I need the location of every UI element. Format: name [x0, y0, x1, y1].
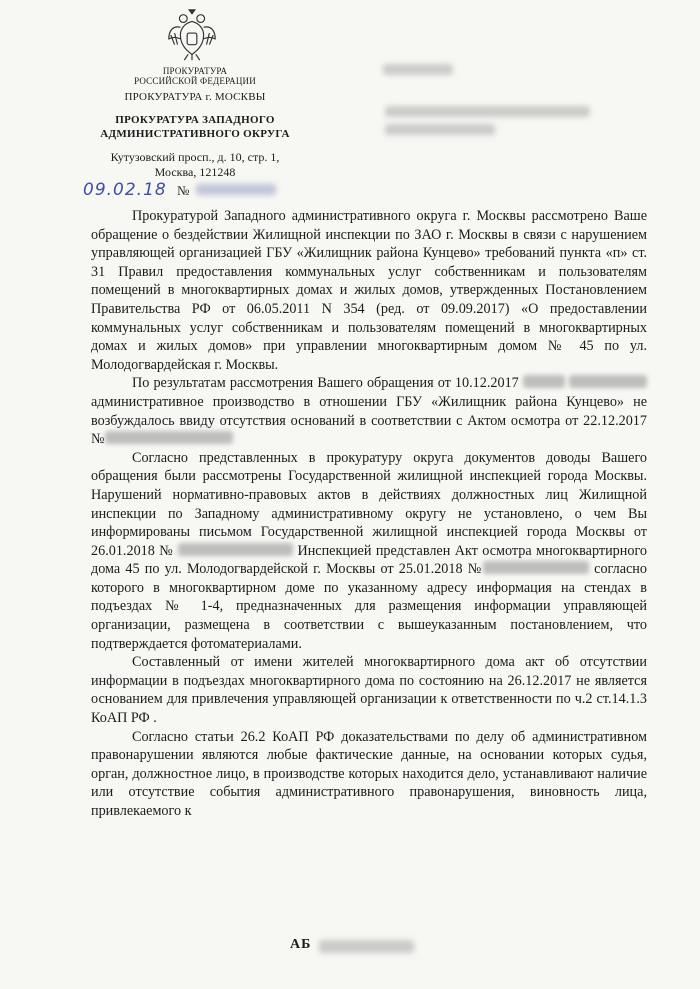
redacted-value: [105, 431, 233, 444]
sender-address: Кутузовский просп., д. 10, стр. 1, Москва, 121248: [110, 150, 280, 179]
russian-coat-of-arms-icon: [163, 6, 221, 64]
redacted-addressee-block: [375, 60, 595, 140]
paragraph-complaint-review: Прокуратурой Западного административного округа г. Москвы рассмотрено Ваше обращение о бездействии Жилищной инспекции по ЗАО г. Москвы в связи с нарушением управляющей организацией ГБУ «Жилищник района Кунцево» требований пункта «п» ст. 31 Правил предоставления коммунальных услуг собственникам и пользователям помещений в многоквартирных домах и жилых домов, утвержденных Постановлением Правительства РФ от 06.05.2011 N 354 (ред. от 09.09.2017) «О предоставлении коммунальных услуг собственникам и пользователям помещений в многоквартирных домах и жилых домов» при управлении многоквартирным домом № 45 по ул. Молодогвардейская г. Москвы.: [91, 208, 647, 373]
paragraph-evidence-article: Согласно статьи 26.2 КоАП РФ доказательствами по делу об административном правонарушении являются любые фактические данные, на основании которых судья, орган, должностное лицо, в производстве которых находится дело, устанавливают наличие или отсутствие события административного правонарушения, виновность лица, привлекаемого к: [91, 728, 647, 819]
serial-prefix: АБ: [290, 937, 312, 952]
handwritten-date: 09.02.18: [83, 180, 167, 200]
redacted-serial: [319, 940, 414, 953]
redacted-outgoing-number: [196, 182, 276, 198]
redacted-value: [483, 561, 589, 574]
paragraph-inspection-findings: Согласно представленных в прокуратуру округа документов доводы Вашего обращения были рассмотрены Государственной жилищной инспекцией города Москвы. Нарушений нормативно-правовых актов в действиях должностных лиц Жилищной инспекции по Западному административному округу не установлено, о чем Вы информированы письмом Государственной жилищной инспекцией города Москвы от 26.01.2018 № Инспекцией представлен Акт осмотра многоквартирного дома 45 по ул. Молодогвардейской г. Москвы от 25.01.2018 № согласно которого в многоквартирном доме по указанному адресу информация на стендах в подъездах № 1-4, предназначенных для размещения информации управляющей организации, размещена в соответствии с вышеуказанным постановлением, что подтверждается фотоматериалами.: [91, 449, 648, 652]
number-sign: №: [177, 183, 190, 198]
letter-body: [91, 207, 647, 821]
redacted-value: [569, 375, 647, 388]
prosecutor-general-title: ПРОКУРАТУРА РОССИЙСКОЙ ФЕДЕРАЦИИ: [134, 66, 256, 86]
form-serial-number: [290, 937, 430, 959]
outgoing-reference: [83, 180, 333, 204]
western-district-prosecutor-title: ПРОКУРАТУРА ЗАПАДНОГО АДМИНИСТРАТИВНОГО ОКРУГА: [100, 114, 290, 140]
redacted-value: [523, 375, 565, 388]
paragraph-review-result: По результатам рассмотрения Вашего обращения от 10.12.2017 административное производство в отношении ГБУ «Жилищник района Кунцево» не возбуждалось ввиду отсутствия оснований в соответствии с Актом осмотра от 22.12.2017 №: [91, 375, 647, 448]
moscow-prosecutor-title: ПРОКУРАТУРА г. МОСКВЫ: [124, 91, 266, 103]
paragraph-residents-act: Составленный от имени жителей многоквартирного дома акт об отсутствии информации в подъездах многоквартирного дома по состоянию на 26.12.2017 не является основанием для привлечения управляющей организации к ответственности по ч.2 ст.14.1.3 КоАП РФ .: [91, 654, 647, 727]
redacted-value: [178, 543, 293, 556]
